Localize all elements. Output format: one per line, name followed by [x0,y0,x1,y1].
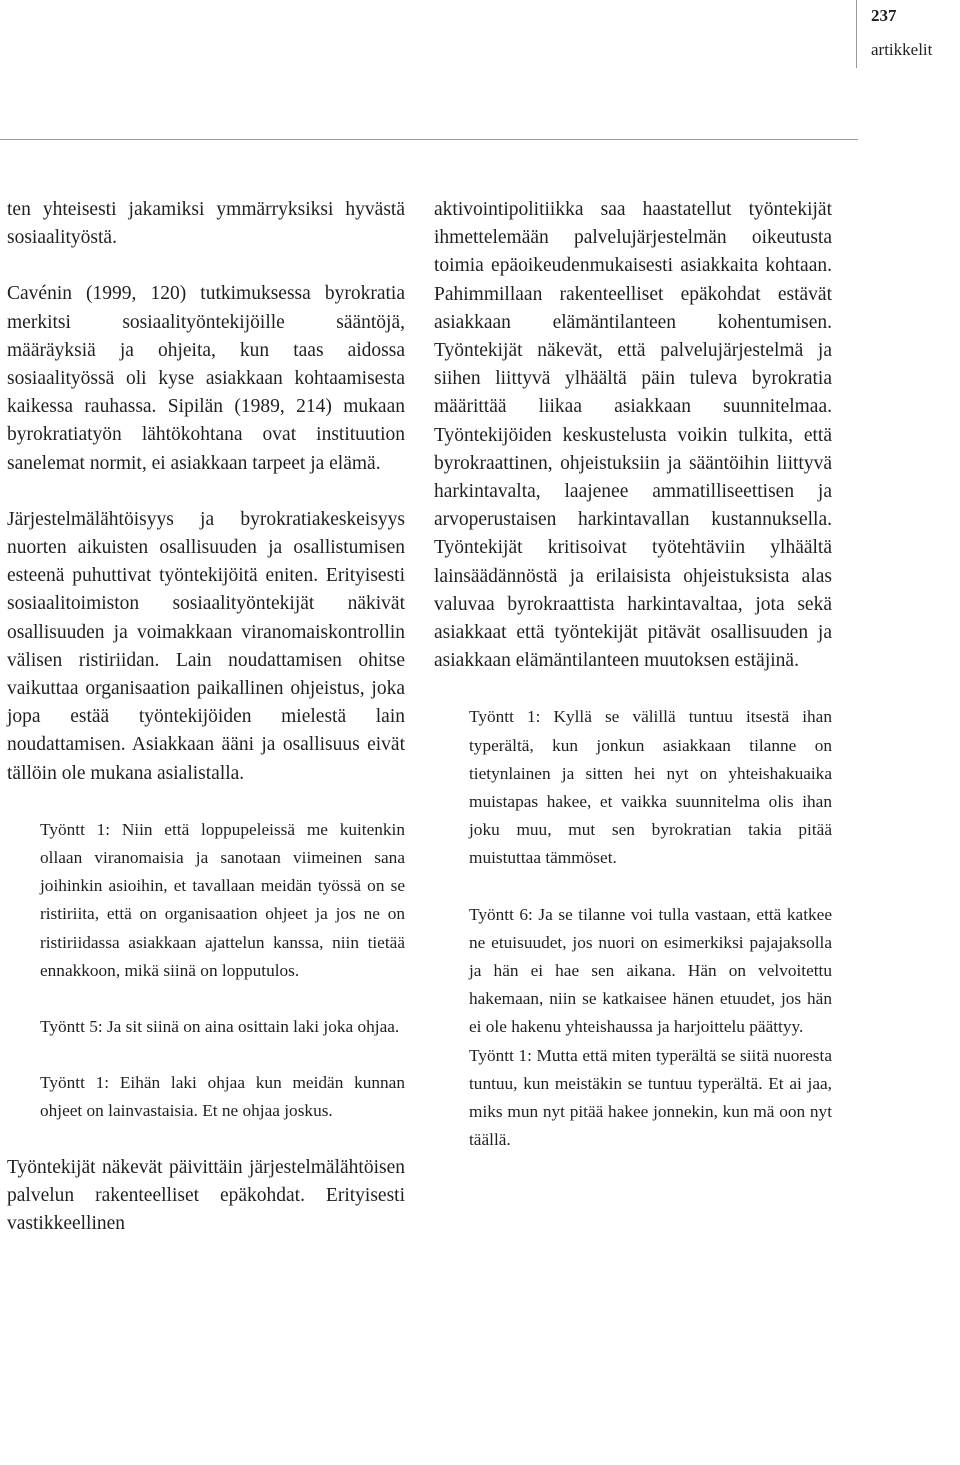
interview-quote: Työntt 1: Kyllä se välillä tuntuu itsestä ihan typerältä, kun jonkun asiakkaan tilanne on tietynlainen ja sitten hei nyt on yhteishakuaika muistapas hakee, et vaikka suunnitelma olis ihan joku muu, mut sen byrokratian takia pitää muistuttaa tämmöset. [469,707,832,868]
paragraph: aktivointipolitiikka saa haastatellut työntekijät ihmettelemään palvelujärjestelmän oikeutusta toimia epäoikeudenmukaisesti asiakkaita kohtaan. Pahimmillaan rakenteelliset epäkohdat estävät asiakkaan elämäntilanteen kohentumisen. Työntekijät näkevät, että palvelujärjestelmä ja siihen liittyvä ylhäältä päin tuleva byrokratia määrittää liikaa asiakkaan suunnitelmaa. Työntekijöiden keskustelusta voikin tulkita, että byrokraattinen, ohjeistuksiin ja sääntöihin liittyvä harkintavalta, laajenee ammatilliseettisen ja arvoperustaisen harkintavallan kustannuksella. Työntekijät kritisoivat työtehtäviin ylhäältä lainsäädännöstä ja erilaisista ohjeistuksista alas valuvaa byrokraattista harkintavaltaa, jota sekä asiakkaat että työntekijät pitävät osallisuuden ja asiakkaan elämäntilanteen muutoksen estäjinä. [434,199,832,672]
right-column [434,196,832,1155]
page-number: 237 [871,6,897,25]
interview-quote: Työntt 1: Niin että loppupeleissä me kuitenkin ollaan viranomaisia ja sanotaan viimeinen sana joihinkin asioihin, et tavallaan meidän työssä on se ristiriita, että on organisaation ohjeet ja jos ne on ristiriidassa asiakkaan ajattelun kanssa, niin tietää ennakkoon, mikä siinä on lopputulos. [40,819,405,980]
interview-quote: Työntt 6: Ja se tilanne voi tulla vastaan, että katkee ne etuisuudet, jos nuori on esimerkiksi pajajaksolla ja hän ei hae sen aikana. Hän on velvoitettu hakemaan, niin se katkaisee hänen etuudet, jos hän ei ole hakenu yhteishaussa ja harjoittelu päättyy. [469,904,832,1037]
paragraph: ten yhteisesti jakamiksi ymmärryksiksi hyvästä sosiaalityöstä. [7,199,405,249]
paragraph: Cavénin (1999, 120) tutkimuksessa byrokratia merkitsi sosiaalityöntekijöille sääntöjä, määräyksiä ja ohjeita, kun taas aidossa sosiaalityössä oli kyse asiakkaan kohtaamisesta kaikessa rauhassa. Sipilän (1989, 214) mukaan byrokratiatyön lähtökohtana ovat instituution sanelemat normit, ei asiakkaan tarpeet ja elämä. [7,283,405,474]
interview-quote: Työntt 5: Ja sit siinä on aina osittain laki joka ohjaa. [40,1017,400,1037]
paragraph: Järjestelmälähtöisyys ja byrokratiakeskeisyys nuorten aikuisten osallisuuden ja osallistumisen esteenä puhuttivat työntekijöitä eniten. Erityisesti sosiaalitoimiston sosiaalityöntekijät näkivät osallisuuden ja voimakkaan viranomaiskontrollin välisen ristiriidan. Lain noudattamisen ohitse vaikuttaa organisaation paikallinen ohjeistus, joka jopa estää työntekijöiden mielestä lain noudattamisen. Asiakkaan ääni ja osallisuus eivät tällöin ole mukana asialistalla. [7,508,405,784]
left-column [7,196,405,1238]
interview-quote: Työntt 1: Mutta että miten typerältä se siitä nuoresta tuntuu, kun meistäkin se tuntuu typerältä. Et ai jaa, miks mun nyt pitää hakee jonnekin, kun mä oon nyt täällä. [469,1045,832,1150]
paragraph: Työntekijät näkevät päivittäin järjestelmälähtöisen palvelun rakenteelliset epäkohdat. Erityisesti vastikkeellinen [7,1156,405,1235]
page-header [856,0,960,68]
header-divider [0,139,858,140]
interview-quote: Työntt 1: Eihän laki ohjaa kun meidän kunnan ohjeet on lainvastaisia. Et ne ohjaa joskus. [40,1073,405,1121]
section-label: artikkelit [871,40,933,59]
